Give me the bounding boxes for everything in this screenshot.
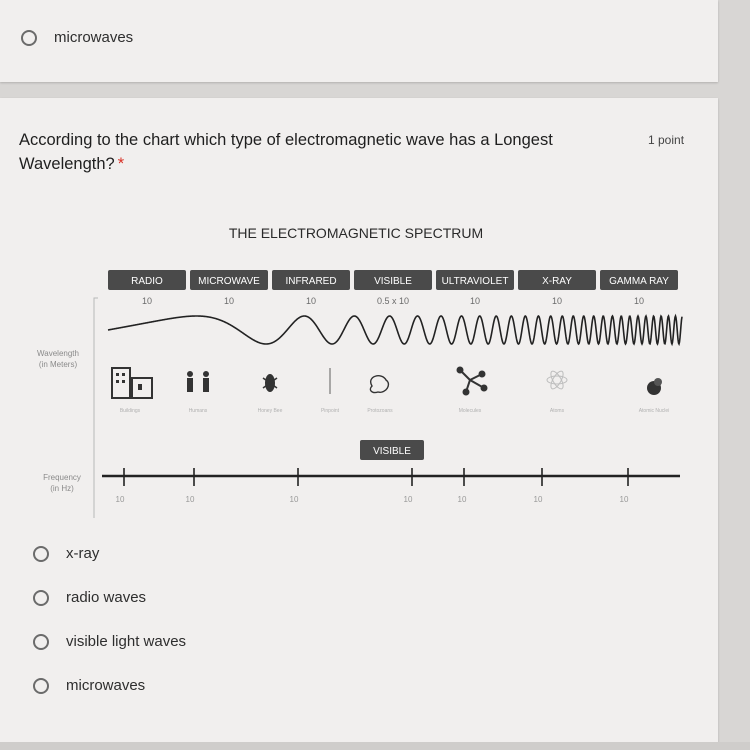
atomic-nucleus-icon xyxy=(647,378,662,395)
molecule-icon xyxy=(458,368,487,395)
question-title: According to the chart which type of electromagnetic wave has a Longest Wavelength? xyxy=(19,131,553,173)
scale-label-honey-bee: Honey Bee xyxy=(257,408,283,414)
frequency-tick-labels xyxy=(116,495,629,504)
scale-label-humans: Humans xyxy=(188,408,208,414)
humans-icon xyxy=(187,371,209,392)
option-radio-xray[interactable] xyxy=(33,546,49,562)
option-label-xray[interactable]: x-ray xyxy=(66,545,100,562)
option-radio-radio-waves[interactable] xyxy=(33,590,49,606)
band-label-microwave: MICROWAVE xyxy=(198,276,260,287)
band-label-infrared: INFRARED xyxy=(285,276,337,287)
protozoan-icon xyxy=(370,376,388,393)
band-label-gamma: GAMMA RAY xyxy=(609,276,669,287)
wavelength-axis-unit: (in Meters) xyxy=(38,360,78,369)
scale-label-molecules: Molecules xyxy=(458,408,482,414)
scale-label-pinpoint: Pinpoint xyxy=(320,408,340,414)
previous-question-card xyxy=(0,0,718,82)
axis-bracket xyxy=(94,298,98,518)
required-asterisk: * xyxy=(117,155,125,173)
wavelength-microwave: 10 xyxy=(223,296,235,306)
scale-icons xyxy=(112,368,662,399)
option-label-microwaves[interactable]: microwaves xyxy=(66,677,146,694)
scale-label-protozoans: Protozoans xyxy=(367,408,393,414)
frequency-tick-label: 10 xyxy=(115,495,125,504)
frequency-tick-label: 10 xyxy=(403,495,413,504)
wavelength-radio: 10 xyxy=(141,296,153,306)
band-label-radio: RADIO xyxy=(131,276,163,287)
points-label: 1 point xyxy=(648,133,685,147)
frequency-axis-unit: (in Hz) xyxy=(50,484,74,493)
wavelength-gamma: 10 xyxy=(633,296,645,306)
em-spectrum-svg xyxy=(20,218,700,518)
frequency-tick-label: 10 xyxy=(457,495,467,504)
frequency-tick-label: 10 xyxy=(619,495,629,504)
band-wavelengths xyxy=(142,296,644,306)
frequency-axis-label xyxy=(43,473,81,493)
wavelength-ultraviolet: 10 xyxy=(469,296,481,306)
option-label-radio-waves[interactable]: radio waves xyxy=(66,589,147,606)
wavelength-axis-label xyxy=(37,349,79,369)
question-card xyxy=(0,98,718,750)
option-radio-microwaves[interactable] xyxy=(33,678,49,694)
em-wave-line xyxy=(108,316,682,344)
buildings-icon xyxy=(112,368,152,398)
band-labels xyxy=(108,270,678,290)
band-label-ultraviolet: ULTRAVIOLET xyxy=(441,276,509,287)
option-label-microwaves-prev: microwaves xyxy=(54,29,134,46)
chart-title: THE ELECTROMAGNETIC SPECTRUM xyxy=(228,225,484,241)
frequency-tick-label: 10 xyxy=(289,495,299,504)
scale-label-atoms: Atoms xyxy=(549,408,565,414)
honey-bee-icon xyxy=(263,374,277,392)
option-radio-visible-light[interactable] xyxy=(33,634,49,650)
wavelength-infrared: 10 xyxy=(305,296,317,306)
frequency-tick-label: 10 xyxy=(533,495,543,504)
band-label-xray: X-RAY xyxy=(542,276,572,287)
atom-icon xyxy=(547,369,567,390)
em-spectrum-chart xyxy=(20,218,700,518)
visible-marker-label: VISIBLE xyxy=(373,446,411,457)
scale-label-buildings: Buildings xyxy=(119,408,141,414)
frequency-tick-label: 10 xyxy=(185,495,195,504)
wavelength-axis-title: Wavelength xyxy=(37,349,79,358)
scale-labels xyxy=(120,408,669,414)
question-text xyxy=(19,128,639,176)
option-radio-microwaves-prev[interactable] xyxy=(21,30,37,46)
wavelength-xray: 10 xyxy=(551,296,563,306)
page-bottom-edge xyxy=(0,742,750,750)
wavelength-visible: 0.5 x 10 xyxy=(376,296,410,306)
option-label-visible-light[interactable]: visible light waves xyxy=(66,633,187,650)
scale-label-atomic-nuclei: Atomic Nuclei xyxy=(638,408,670,414)
frequency-axis-title: Frequency xyxy=(43,473,81,482)
band-label-visible: VISIBLE xyxy=(374,276,412,287)
